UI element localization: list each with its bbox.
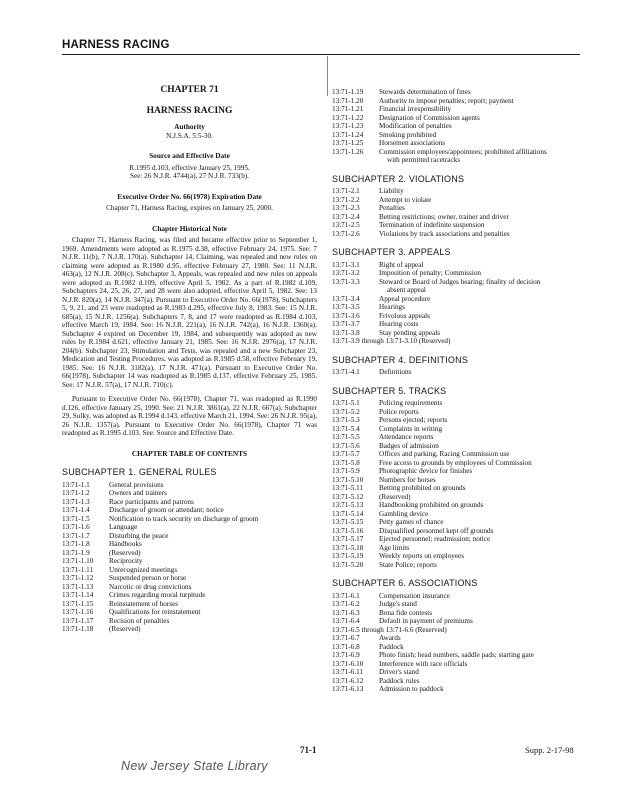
section-number: 13:71-5.13 (332, 501, 364, 509)
section-title: Language (109, 523, 138, 531)
section-title: Appeal procedure (379, 294, 431, 303)
section-title: Violations by track associations and penalties (379, 229, 510, 238)
subchapter-3-list (332, 261, 584, 338)
section-title: Photographic device for finishes (379, 467, 473, 475)
section-number: 13:71-3.7 (332, 320, 360, 328)
section-title: Driver's stand (379, 668, 419, 676)
toc-entry (332, 303, 584, 312)
section-title: Paddock rules (379, 676, 420, 685)
toc-entry (332, 501, 584, 510)
section-number: 13:71-3.8 (332, 328, 360, 337)
toc-entry (62, 506, 317, 515)
section-title: Penalties (379, 204, 405, 212)
toc-entry (62, 557, 317, 566)
toc-entry (62, 540, 317, 549)
section-title: Judge's stand (379, 600, 417, 608)
section-title: Handbooking prohibited on grounds (379, 501, 484, 509)
toc-entry (62, 583, 317, 592)
section-number: 13:71-1.9 (62, 548, 90, 557)
section-number: 13:71-5.10 (332, 475, 364, 484)
section-title: Commission employees/appointees; prohibited affiliations with permitted racetracks (379, 148, 584, 165)
section-number: 13:71-2.2 (332, 195, 360, 204)
toc-entry (62, 625, 317, 634)
toc-entry (332, 592, 584, 601)
section-title: Termination of indefinite suspension (379, 221, 485, 229)
section-title: Persons ejected; reports (379, 416, 448, 424)
section-number: 13:71-6.12 (332, 676, 364, 685)
section-number: 13:71-4.1 (332, 368, 360, 376)
section-number: 13:71-5.18 (332, 543, 364, 552)
section-number: 13:71-5.3 (332, 416, 360, 424)
section-title: Interference with race officials (379, 659, 468, 668)
section-title: Disqualified personnel kept off grounds (379, 526, 494, 535)
toc-entry (332, 368, 584, 377)
subchapter-2-heading: SUBCHAPTER 2. VIOLATIONS (332, 173, 465, 184)
section-number: 13:71-5.1 (332, 399, 360, 407)
toc-entry (62, 574, 317, 583)
toc-entry (332, 510, 584, 519)
toc-entry (62, 515, 317, 524)
subchapter-6-list-b (332, 634, 584, 694)
toc-entry (332, 269, 584, 278)
section-title: Crimes regarding moral turpitude (109, 591, 206, 599)
section-number: 13:71-5.16 (332, 526, 364, 535)
page-header (62, 39, 580, 55)
chapter-title: HARNESS RACING (146, 105, 233, 116)
toc-entry (332, 651, 584, 660)
subchapter-6-heading: SUBCHAPTER 6. ASSOCIATIONS (332, 578, 478, 588)
section-number: 13:71-1.18 (62, 625, 94, 633)
toc-entry (332, 131, 584, 140)
toc-entry (332, 204, 584, 213)
section-number: 13:71-6.8 (332, 642, 360, 651)
toc-entry (332, 213, 584, 222)
section-number: 13:71-5.8 (332, 458, 360, 467)
section-number: 13:71-5.9 (332, 467, 360, 475)
section-title: Police reports (379, 407, 419, 416)
section-number: 13:71-5.19 (332, 552, 364, 560)
section-title: Reciprocity (109, 557, 143, 565)
toc-entry (62, 566, 317, 575)
section-number: 13:71-5.2 (332, 407, 360, 416)
subchapter-4-list (332, 368, 584, 377)
toc-entry (332, 527, 584, 536)
toc-entry (332, 105, 584, 114)
section-title: Attempt to violate (379, 195, 432, 204)
toc-entry (332, 467, 584, 476)
section-title: Age limits (379, 543, 410, 552)
toc-entry (332, 139, 584, 148)
authority-heading: Authority (174, 122, 205, 131)
section-number: 13:71-6.9 (332, 651, 360, 659)
section-title: General provisions (109, 480, 164, 489)
toc-entry (332, 187, 584, 196)
section-title: Paddock (379, 642, 404, 651)
section-number: 13:71-1.8 (62, 540, 90, 548)
section-title: Liability (379, 187, 404, 195)
section-number: 13:71-3.4 (332, 294, 360, 303)
section-title: Petty games of chance (379, 518, 444, 526)
subchapter-1-heading: SUBCHAPTER 1. GENERAL RULES (62, 467, 217, 477)
section-number: 13:71-5.20 (332, 560, 364, 569)
toc-entry (332, 97, 584, 106)
library-watermark: New Jersey State Library (121, 759, 268, 773)
section-title: Stay pending appeals (379, 328, 441, 337)
section-title: Ejected personnel; readmission; notice (379, 535, 491, 543)
toc-entry (332, 535, 584, 544)
section-title: Disturbing the peace (109, 531, 169, 540)
section-title: Hearing costs (379, 320, 419, 328)
section-title-continued: with permitted racetracks (387, 156, 461, 164)
section-title: Attendance reports (379, 433, 434, 441)
toc-entry (332, 221, 584, 230)
section-number: 13:71-1.4 (62, 506, 90, 514)
section-title: Offices and parking, Racing Commission use (379, 450, 510, 458)
toc-entry (332, 450, 584, 459)
source-text-1: R.1995 d.103, effective January 25, 1995. (129, 163, 250, 172)
section-number: 13:71-1.3 (62, 497, 90, 506)
toc-entry (62, 608, 317, 617)
toc-entry (62, 489, 317, 498)
section-number: 13:71-1.6 (62, 523, 90, 531)
subchapter-4-heading: SUBCHAPTER 4. DEFINITIONS (332, 354, 469, 365)
section-number: 13:71-1.11 (62, 565, 94, 574)
section-number: 13:71-1.10 (62, 557, 94, 565)
section-title: Designation of Commission agents (379, 113, 480, 122)
toc-entry (332, 476, 584, 485)
section-number: 13:71-3.1 (332, 260, 360, 269)
section-title: Awards (379, 634, 401, 642)
section-number: 13:71-3.3 (332, 277, 360, 286)
toc-entry (332, 196, 584, 205)
toc-entry (332, 600, 584, 609)
section-number: 13:71-6.4 (332, 617, 360, 625)
section-number: 13:71-1.19 (332, 88, 364, 96)
section-number: 13:71-1.2 (62, 489, 90, 497)
section-title: (Reserved) (109, 548, 141, 557)
section-title: Badges of admission (379, 441, 439, 450)
section-number: 13:71-1.5 (62, 514, 90, 523)
history-paragraph-1: Chapter 71, Harness Racing, was filed and became effective prior to September 1, 1969. Amendments were adopted as R.1975 d.38, effective February 24, 1975. See: 7 N.J.R. 11(b), 7 N.J.R. 170(a). Subchapter 14, Claiming, was repealed and new rules on claiming were adopted as R.1980 d.95, effective February 27, 1980. See: 11 N.J.R. 463(a), 12 N.J.R. 208(c). Subchapter 3, Appeals, was repealed and new rules on appeals were adopted as R.1982 d.109, effective April 5, 1982. As a part of R.1982 d.109, Subchapters 24, 25, 26, 27, and 28 were also adopted, effective April 5, 1982. See: 13 N.J.R. 820(a), 14 N.J.R. 347(a). Pursuant to Executive Order No. 66(1978), Subchapters 5, 9, 21, and 23 were readopted as R.1983 d.295, effective July 8, 1983. See: 15 N.J.R. 685(a), 15 N.J.R. 1256(a). Subchapters 7, 8, and 17 were readopted as R.1984 d.103, effective March 19, 1984. See: 16 N.J.R. 221(a), 16 N.J.R. 742(a), 16 N.J.R. 1360(a). Subchapter 4 expired on December 19, 1984, and subsequently was adopted as new rules by R.1984 d.621, effective January 21, 1985. See: 16 N.J.R. 2976(a), 17 N.J.R. 204(b). Subchapter 23, Stimulation and Tests, was repealed and a new Subchapter 23, Medication and Testing Procedures, was adopted as R.1985 d.58, effective February 19, 1985. See: 16 N.J.R. 3182(a), 17 N.J.R. 471(a). Pursuant to Executive Order No. 66(1978), Subchapter 14 was readopted as R.1985 d.137, effective February 25, 1985. See: 17 N.J.R. 57(a), 17 N.J.R. 710(c). (62, 236, 317, 389)
history-heading: Chapter Historical Note (152, 223, 227, 233)
toc-entry (62, 591, 317, 600)
section-title: Handbooks (109, 540, 142, 548)
toc-entry (332, 459, 584, 468)
subchapter-3-heading: SUBCHAPTER 3. APPEALS (332, 247, 451, 257)
section-number: 13:71-5.17 (332, 535, 364, 543)
section-title: Modification of penalties (379, 122, 452, 130)
section-number: 13:71-1.17 (62, 616, 94, 625)
toc-entry (332, 399, 584, 408)
section-number: 13:71-1.23 (332, 122, 364, 130)
section-number: 13:71-5.4 (332, 424, 360, 433)
section-title: Suspended person or horse (109, 574, 187, 582)
toc-entry (332, 416, 584, 425)
toc-entry (332, 493, 584, 502)
chapter-number: CHAPTER 71 (160, 85, 219, 95)
section-title: Horsemen associations (379, 139, 446, 147)
section-number: 13:71-6.7 (332, 634, 360, 642)
toc-entry (332, 312, 584, 321)
right-column (332, 88, 584, 694)
toc-entry (62, 549, 317, 558)
section-title: Free access to grounds by employees of Commission (379, 458, 532, 467)
source-text-2: See: 26 N.J.R. 4744(a), 27 N.J.R. 733(b). (130, 172, 249, 180)
subchapter-3-reserved-range: 13:71-3.9 through 13:71-3.10 (Reserved) (332, 337, 451, 345)
section-title: Authority to impose penalties; report; payment (379, 96, 514, 105)
section-title: (Reserved) (379, 492, 411, 501)
section-title: Betting restrictions; owner, trainer and driver (379, 212, 509, 221)
toc-entry (332, 518, 584, 527)
toc-entry (332, 442, 584, 451)
section-number: 13:71-1.1 (62, 480, 90, 489)
subchapter-5-heading: SUBCHAPTER 5. TRACKS (332, 385, 447, 396)
section-number: 13:71-2.3 (332, 204, 360, 212)
section-number: 13:71-3.6 (332, 311, 360, 320)
section-number: 13:71-1.15 (62, 599, 94, 608)
toc-entry (332, 660, 584, 669)
section-number: 13:71-6.10 (332, 659, 364, 668)
toc-entry (332, 278, 584, 295)
authority-text: N.J.S.A. 5:5-30. (166, 131, 213, 140)
toc-entry (332, 320, 584, 329)
toc-entry (62, 523, 317, 532)
section-title: Weekly reports on employees (379, 552, 465, 560)
supplement-date: Supp. 2-17-98 (525, 745, 574, 755)
section-number: 13:71-1.25 (332, 139, 364, 147)
toc-entry (332, 114, 584, 123)
header-rule (62, 54, 580, 55)
page-number: 71-1 (300, 745, 317, 755)
toc-entry (332, 261, 584, 270)
section-number: 13:71-5.12 (332, 492, 364, 501)
section-number: 13:71-1.20 (332, 96, 364, 105)
section-number: 13:71-3.5 (332, 303, 360, 311)
section-number: 13:71-5.11 (332, 484, 364, 492)
section-title: Smoking prohibited (379, 130, 437, 139)
section-number: 13:71-1.16 (62, 608, 94, 616)
toc-entry (332, 685, 584, 694)
section-title: Narcotic or drug convictions (109, 582, 192, 591)
toc-entry (332, 609, 584, 618)
toc-entry (332, 295, 584, 304)
section-number: 13:71-5.14 (332, 509, 364, 518)
section-number: 13:71-5.5 (332, 433, 360, 441)
subchapter-1-list-continued (332, 88, 584, 165)
section-title: Qualifications for reinstatement (109, 608, 201, 616)
section-number: 13:71-1.24 (332, 130, 364, 139)
running-header-title: HARNESS RACING (62, 39, 170, 51)
section-number: 13:71-5.6 (332, 441, 360, 450)
section-number: 13:71-3.2 (332, 269, 360, 277)
history-paragraph-2: Pursuant to Executive Order No. 66(1978), Chapter 71, was readopted as R.1990 d.126, effective January 25, 1990. See: 21 N.J.R. 3861(a), 22 N.J.R. 667(a). Subchapter 29, Sulky, was adopted as R.1994 d.143, effective March 21, 1994. See: 26 N.J.R. 95(a), 26 N.J.R. 1357(a). Pursuant to Executive Order No. 66(1978), Chapter 71 was readopted as R.1995 d.103. See: Source and Effective Date. (62, 395, 317, 437)
toc-entry (332, 329, 584, 338)
toc-entry (332, 561, 584, 570)
section-number: 13:71-1.14 (62, 591, 94, 599)
section-title: Race participants and patrons (109, 497, 194, 506)
section-number: 13:71-6.3 (332, 608, 360, 617)
toc-entry (62, 532, 317, 541)
section-title: Bona fide contests (379, 608, 433, 617)
section-number: 13:71-2.1 (332, 187, 360, 195)
section-number: 13:71-6.11 (332, 668, 364, 676)
toc-entry (332, 634, 584, 643)
toc-entry (62, 600, 317, 609)
section-number: 13:71-1.13 (62, 582, 94, 591)
section-number: 13:71-2.6 (332, 229, 360, 238)
toc-entry (332, 408, 584, 417)
section-title: Reinstatement of horses (109, 599, 179, 608)
section-title: Stewards determination of fines (379, 88, 471, 96)
left-column (62, 86, 317, 634)
section-number: 13:71-1.12 (62, 574, 94, 582)
section-title: Recision of penalties (109, 616, 170, 625)
section-title: Imposition of penalty; Commission (379, 269, 482, 277)
toc-entry (62, 498, 317, 507)
toc-entry (62, 617, 317, 626)
toc-entry (62, 481, 317, 490)
source-heading: Source and Effective Date (149, 151, 230, 160)
toc-entry (332, 230, 584, 239)
section-title: Unrecognized meetings (109, 565, 178, 574)
subchapter-5-list (332, 399, 584, 569)
section-number: 13:71-6.2 (332, 600, 360, 608)
subchapter-1-list (62, 481, 317, 634)
section-title: Steward or Board of Judges hearing; finality of decision absent appeal (379, 278, 584, 295)
toc-entry (332, 433, 584, 442)
section-number: 13:71-1.26 (332, 147, 364, 156)
exec-order-heading: Executive Order No. 66(1978) Expiration Date (117, 191, 262, 201)
toc-heading: CHAPTER TABLE OF CONTENTS (131, 448, 248, 458)
toc-entry (332, 544, 584, 553)
toc-entry (332, 643, 584, 652)
toc-entry (332, 552, 584, 561)
section-title: Notification to track security on discharge of groom (109, 514, 259, 523)
toc-entry (332, 88, 584, 97)
section-title: Frivolous appeals (379, 311, 430, 320)
section-title: Complaints in writing (379, 424, 443, 433)
section-title: State Police; reports (379, 560, 437, 569)
toc-entry (332, 122, 584, 131)
subchapter-2-list (332, 187, 584, 238)
section-title: Compensation insurance (379, 591, 450, 600)
section-title: Financial irresponsibility (379, 105, 452, 113)
section-title: Discharge of groom or attendant; notice (109, 506, 224, 514)
toc-entry (332, 617, 584, 626)
section-title: Right of appeal (379, 260, 424, 269)
section-title: Numbers for horses (379, 475, 436, 484)
section-title: Default in payment of premiums (379, 617, 473, 625)
section-title: (Reserved) (109, 625, 141, 633)
section-number: 13:71-5.7 (332, 450, 360, 458)
section-title: Hearings (379, 303, 405, 311)
section-number: 13:71-1.21 (332, 105, 364, 113)
section-number: 13:71-6.13 (332, 685, 364, 693)
section-number: 13:71-1.7 (62, 531, 90, 540)
subchapter-6-list (332, 592, 584, 626)
section-number: 13:71-2.5 (332, 221, 360, 229)
toc-entry (332, 484, 584, 493)
column-divider (327, 56, 328, 96)
exec-order-text: Chapter 71, Harness Racing, expires on January 25, 2000. (106, 204, 273, 212)
toc-entry (332, 668, 584, 677)
section-title: Owners and trainers (109, 489, 167, 497)
section-title: Policing requirements (379, 399, 443, 407)
section-title-continued: absent appeal (387, 286, 426, 294)
section-number: 13:71-5.15 (332, 518, 364, 526)
subchapter-6-reserved-range: 13:71-6.5 through 13:71-6.6 (Reserved) (332, 625, 447, 634)
toc-entry (332, 148, 584, 165)
toc-entry (332, 425, 584, 434)
section-title: Gambling device (379, 509, 429, 518)
section-number: 13:71-1.22 (332, 113, 364, 122)
section-number: 13:71-2.4 (332, 212, 360, 221)
toc-entry (332, 677, 584, 686)
section-number: 13:71-6.1 (332, 591, 360, 600)
section-title: Admission to paddock (379, 685, 444, 693)
section-title: Definitions (379, 368, 412, 376)
section-title: Photo finish; head numbers, saddle pads; starting gate (379, 651, 534, 659)
section-title: Betting prohibited on grounds (379, 484, 466, 492)
